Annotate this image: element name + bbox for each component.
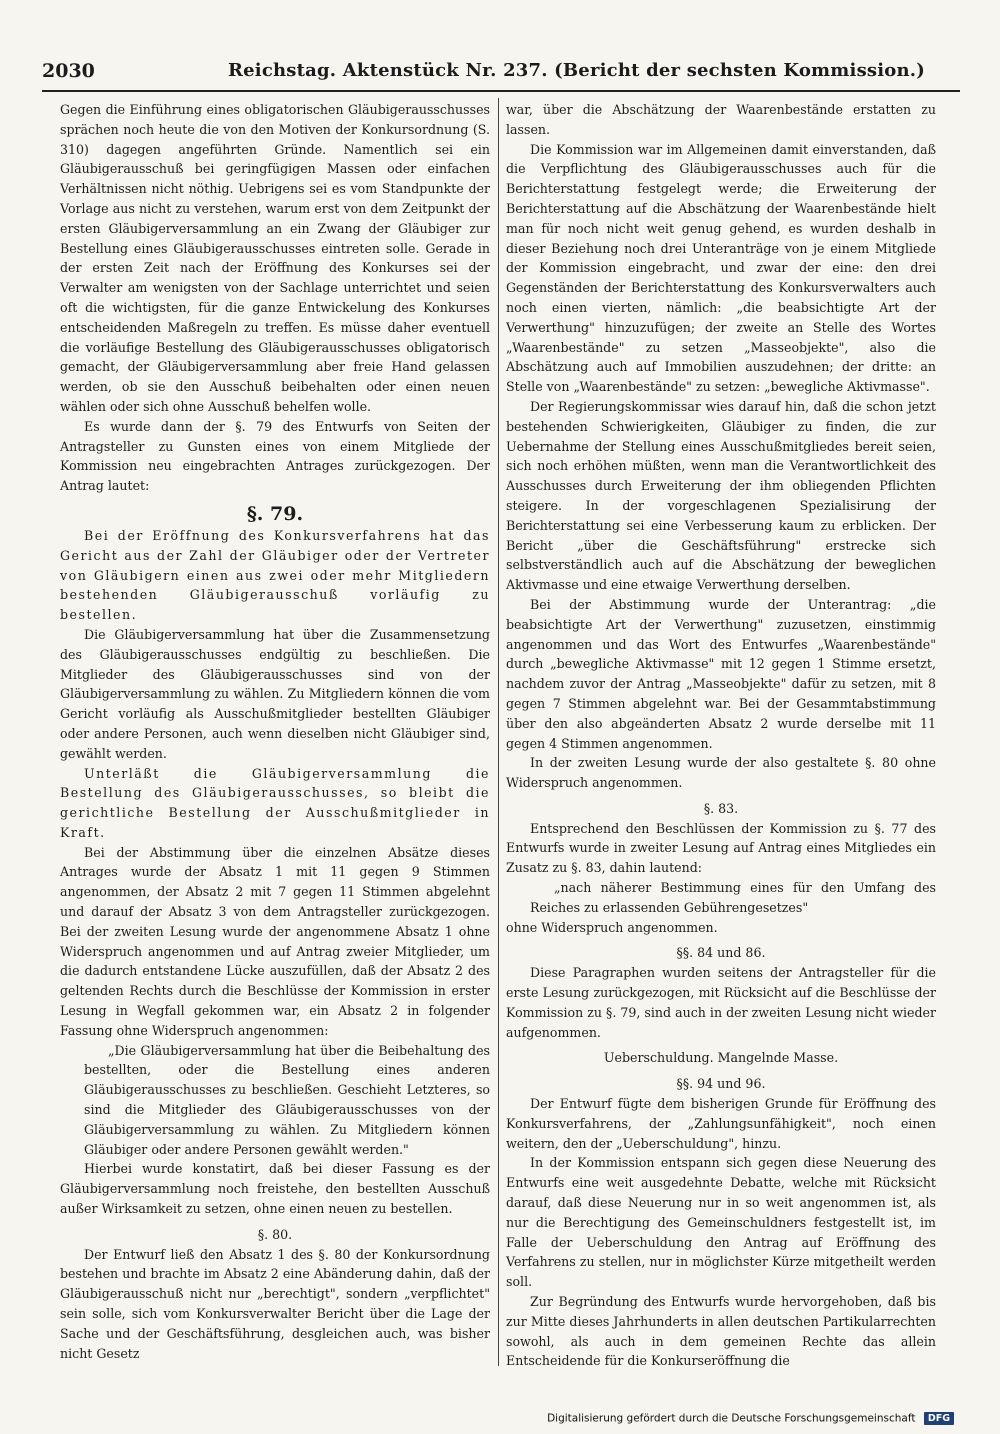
paragraph: Diese Paragraphen wurden seitens der Antragsteller für die erste Lesung zurückgezogen, mit Rücksicht auf die Beschlüsse der Kommission zu §. 79, sind auch in der zweiten Lesung nicht wieder aufgenommen.: [506, 965, 936, 1040]
section-heading: §. 83.: [703, 800, 739, 816]
paragraph: Es wurde dann der §. 79 des Entwurfs von Seiten der Antragsteller zu Gunsten eines von einem Mitgliede der Kommission neu eingebrachten Antrages zurückgezogen. Der Antrag lautet:: [60, 418, 490, 494]
paragraph: war, über die Abschätzung der Waarenbestände erstatten zu lassen.: [506, 102, 936, 137]
paragraph: ohne Widerspruch angenommen.: [506, 919, 718, 935]
paragraph: Hierbei wurde konstatirt, daß bei dieser Fassung es der Gläubigerversammlung noch freistehe, den bestellten Ausschuß außer Wirksamkeit zu setzen, ohne einen neuen zu bestellen.: [60, 1161, 490, 1217]
page-number: 2030: [42, 60, 95, 82]
running-head: Reichstag. Aktenstück Nr. 237. (Bericht der sechsten Kommission.): [228, 60, 925, 81]
paragraph: Die Kommission war im Allgemeinen damit einverstanden, daß die Verpflichtung des Gläubigerausschusses auch für die Berichterstattung festgelegt werde; die Erweiterung der Berichterstattung auf die Abschätzung der Waarenbestände hielt man für noch nicht weit genug gehend, es wurden deshalb in dieser Beziehung noch drei Unteranträge von je einem Mitgliede der Kommission eingebracht, und zwar der eine: den drei Gegenständen der Berichterstattung des Konkursverwalters auch noch einen vierten, nämlich: „die beabsichtigte Art der Verwerthung" hinzuzufügen; der zweite an Stelle des Wortes „Waarenbestände" zu setzen „Masseobjekte", also die Abschätzung auch auf Immobilien auszudehnen; der dritte: an Stelle von „Waarenbestände" zu setzen: „bewegliche Aktivmasse".: [506, 141, 936, 395]
paragraph: Bei der Abstimmung wurde der Unterantrag: „die beabsichtigte Art der Verwerthung" zuzusetzen, einstimmig angenommen und das Wort des Entwurfes „Waarenbestände" durch „bewegliche Aktivmasse" mit 12 gegen 1 Stimme ersetzt, nachdem zuvor der Antrag „Masseobjekte" dafür zu setzen, mit 8 gegen 7 Stimmen abgelehnt war. Bei der Gesammtabstimmung über den also abgeänderten Absatz 2 wurde derselbe mit 11 gegen 4 Stimmen angenommen.: [506, 596, 936, 751]
paragraph: Bei der Eröffnung des Konkursverfahrens hat das Gericht aus der Zahl der Gläubiger oder der Vertreter von Gläubigern einen aus zwei oder mehr Mitgliedern bestehenden Gläubigerausschuß vorläufig zu bestellen.: [60, 527, 490, 623]
paragraph: Unterläßt die Gläubigerversammlung die Bestellung des Gläubigerausschusses, so bleibt die gerichtliche Bestellung der Ausschußmitglieder in Kraft.: [60, 765, 490, 840]
paragraph: Bei der Abstimmung über die einzelnen Absätze dieses Antrages wurde der Absatz 1 mit 11 gegen 9 Stimmen angenommen, der Absatz 2 mit 7 gegen 11 Stimmen abgelehnt und darauf der Absatz 3 von dem Antragsteller zurückgezogen. Bei der zweiten Lesung wurde der angenommene Absatz 1 ohne Widerspruch angenommen und auf Antrag zweier Mitglieder, um die dadurch entstandene Lücke auszufüllen, daß der Absatz 2 des geltenden Rechts durch die Beschlüsse der Kommission in erster Lesung in Wegfall gekommen war, ein Absatz 2 in folgender Fassung ohne Widerspruch angenommen:: [60, 844, 490, 1038]
paragraph: Entsprechend den Beschlüssen der Kommission zu §. 77 des Entwurfs wurde in zweiter Lesung auf Antrag eines Mitgliedes ein Zusatz zu §. 83, dahin lautend:: [506, 820, 936, 876]
paragraph: Die Gläubigerversammlung hat über die Zusammensetzung des Gläubigerausschusses endgültig zu beschließen. Die Mitglieder des Gläubigerausschusses sind von der Gläubigerversammlung zu wählen. Zu Mitgliedern können die vom Gericht vorläufig als Ausschußmitglieder bestellten Gläubiger oder andere Personen, auch wenn dieselben nicht Gläubiger sind, gewählt werden.: [60, 626, 490, 761]
section-heading: §§. 94 und 96.: [676, 1076, 766, 1092]
right-column: [506, 100, 936, 1371]
header-rule: [42, 90, 960, 92]
section-heading: §. 79.: [246, 502, 304, 525]
section-heading: §. 80.: [257, 1226, 293, 1242]
paragraph: Der Entwurf fügte dem bisherigen Grunde für Eröffnung des Konkursverfahrens, der „Zahlungsunfähigkeit", noch einen weitern, den der „Ueberschuldung", hinzu.: [506, 1096, 936, 1151]
quoted-text: „nach näherer Bestimmung eines für den Umfang des Reiches zu erlassenden Gebührengesetzes": [530, 880, 936, 915]
section-heading: §§. 84 und 86.: [676, 945, 766, 961]
paragraph: In der zweiten Lesung wurde der also gestaltete §. 80 ohne Widerspruch angenommen.: [506, 755, 936, 791]
section-heading: Ueberschuldung. Mangelnde Masse.: [603, 1050, 839, 1066]
paragraph: Der Regierungskommissar wies darauf hin, daß die schon jetzt bestehenden Schwierigkeiten, Gläubiger zu finden, die zur Uebernahme der Stellung eines Ausschußmitgliedes bereit seien, sich noch erhöhen müßten, wenn man die Verantwortlichkeit des Ausschusses durch Erweiterung der ihm obliegenden Pflichten steigere. In der vorgeschlagenen Spezialisirung der Berichterstattung sei eine Verbesserung kaum zu erblicken. Der Bericht „über die Geschäftsführung" erstrecke sich selbstverständlich auch auf die Abschätzung der beweglichen Aktivmasse und eine etwaige Verwerthung derselben.: [506, 398, 936, 593]
dfg-logo: DFG: [924, 1412, 954, 1425]
paragraph: Der Entwurf ließ den Absatz 1 des §. 80 der Konkursordnung bestehen und brachte im Absatz 2 eine Abänderung dahin, daß der Gläubigerausschuß nicht nur „berechtigt", sondern „verpflichtet" sein solle, sich vom Konkursverwalter Bericht über die Lage der Sache und der Geschäftsführung, desgleichen auch, was bisher nicht Gesetz: [60, 1246, 490, 1361]
quoted-text: „Die Gläubigerversammlung hat über die Beibehaltung des bestellten, oder die Bestellung eines anderen Gläubigerausschusses zu beschließen. Geschieht Letzteres, so sind die Mitglieder des Gläubigerausschusses von der Gläubigerversammlung zu wählen. Zu Mitgliedern können Gläubiger oder andere Personen gewählt werden.": [84, 1042, 490, 1157]
paragraph: Gegen die Einführung eines obligatorischen Gläubigerausschusses sprächen noch heute die von den Motiven der Konkursordnung (S. 310) dagegen angeführten Gründe. Namentlich sei ein Gläubigerausschuß bei geringfügigen Massen oder einfachen Verhältnissen nicht nöthig. Uebrigens sei es vom Standpunkte der Vorlage aus nicht zu verstehen, warum erst von dem Zeitpunkt der ersten Gläubigerversammlung an ein Zwang der Gläubiger zur Bestellung eines Gläubigerausschusses eintreten solle. Gerade in der ersten Zeit nach der Eröffnung des Konkurses sei der Verwalter am wenigsten von der Sachlage unterrichtet und seien oft die wichtigsten, für die ganze Entwickelung des Konkurses entscheidenden Maßregeln zu treffen. Es müsse daher eventuell die vorläufige Bestellung des Gläubigerausschusses obligatorisch gemacht, der Gläubigerversammlung aber freie Hand gelassen werden, ob sie den Ausschuß beibehalten oder einen neuen wählen oder sich ohne Ausschuß behelfen wolle.: [60, 102, 490, 414]
paragraph: In der Kommission entspann sich gegen diese Neuerung des Entwurfs eine weit ausgedehnte Debatte, welche mit Rücksicht darauf, daß diese Neuerung nur in so weit angenommen ist, als nur die Berechtigung des Gemeinschuldners festgestellt ist, im Falle der Ueberschuldung den Antrag auf Eröffnung des Verfahrens zu stellen, nur in möglichster Kürze mitgetheilt werden soll.: [506, 1155, 936, 1290]
left-column: [60, 100, 490, 1363]
footer-text: Digitalisierung gefördert durch die Deutsche Forschungsgemeinschaft: [547, 1412, 916, 1425]
footer-credit: [547, 1412, 954, 1425]
paragraph: Zur Begründung des Entwurfs wurde hervorgehoben, daß bis zur Mitte dieses Jahrhunderts in allen deutschen Partikularrechten sowohl, als auch in dem gemeinen Rechte das allein Entscheidende für die Konkurseröffnung die: [506, 1294, 936, 1369]
column-divider: [498, 98, 499, 1366]
